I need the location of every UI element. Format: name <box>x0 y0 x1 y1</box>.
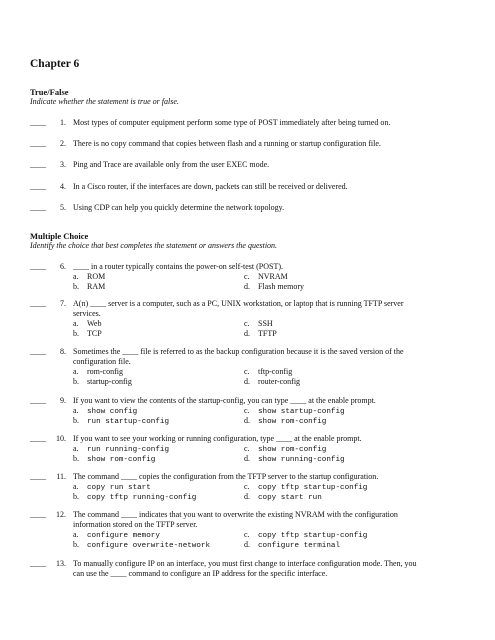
option-text: show config <box>87 408 138 416</box>
option-letter: a. <box>73 272 79 281</box>
answer-option[interactable] <box>244 492 322 503</box>
tf-section-title: True/False <box>30 87 69 97</box>
option-text: configure memory <box>87 532 160 540</box>
option-text: tftp-config <box>258 367 293 376</box>
option-text: TFTP <box>258 329 277 338</box>
answer-blank[interactable]: ____ <box>30 559 46 568</box>
option-letter: d. <box>244 377 250 386</box>
answer-options <box>73 319 470 339</box>
option-letter: b. <box>73 540 79 549</box>
question-number: 8. <box>60 347 66 356</box>
option-letter: c. <box>244 444 250 453</box>
option-letter: b. <box>73 377 79 386</box>
question-text-line1: To manually configure IP on an interface, you must first change to interface configuration mode. Then, you <box>73 559 417 568</box>
answer-options <box>73 530 470 550</box>
option-letter: d. <box>244 454 250 463</box>
question-text-line2: configuration file. <box>73 357 131 366</box>
option-text: ROM <box>87 272 106 281</box>
answer-option[interactable] <box>73 377 132 387</box>
option-text: Web <box>87 319 102 328</box>
answer-options <box>73 406 470 426</box>
option-letter: a. <box>73 530 79 539</box>
answer-options <box>73 444 470 464</box>
question-text-line1: If you want to view the contents of the startup-config, you can type ____ at the enable prompt. <box>73 396 376 405</box>
option-text: show running-config <box>258 456 345 464</box>
option-letter: d. <box>244 540 250 549</box>
question-text-line2: can use the ____ command to configure an IP address for the specific interface. <box>73 569 328 578</box>
answer-option[interactable] <box>244 377 300 387</box>
answer-blank[interactable]: ____ <box>30 139 46 148</box>
question-number: 4. <box>60 182 66 191</box>
option-text: copy tftp startup-config <box>258 532 368 540</box>
option-letter: a. <box>73 406 79 415</box>
answer-options <box>73 367 470 387</box>
answer-blank[interactable]: ____ <box>30 472 46 481</box>
answer-option[interactable] <box>244 454 345 465</box>
mc-section-instruction: Identify the choice that best completes the statement or answers the question. <box>30 241 278 250</box>
answer-blank[interactable]: ____ <box>30 203 46 212</box>
answer-option[interactable] <box>73 282 105 292</box>
answer-blank[interactable]: ____ <box>30 262 46 271</box>
answer-option[interactable] <box>244 282 304 292</box>
option-letter: b. <box>73 329 79 338</box>
option-letter: a. <box>73 319 79 328</box>
option-letter: a. <box>73 444 79 453</box>
option-letter: c. <box>244 530 250 539</box>
answer-option[interactable] <box>73 319 101 329</box>
question-text: Most types of computer equipment perform some type of POST immediately after being turned on. <box>73 118 391 127</box>
option-text: copy tftp running-config <box>87 494 197 502</box>
option-letter: d. <box>244 492 250 501</box>
option-text: NVRAM <box>258 272 288 281</box>
option-text: Flash memory <box>258 282 304 291</box>
question-text-line1: The command ____ indicates that you want to overwrite the existing NVRAM with the configuration <box>73 510 398 519</box>
option-letter: b. <box>73 416 79 425</box>
option-text: copy run start <box>87 484 151 492</box>
answer-option[interactable] <box>244 272 288 282</box>
answer-option[interactable] <box>73 272 105 282</box>
question-text-line2: services. <box>73 309 101 318</box>
option-text: run running-config <box>87 446 170 454</box>
answer-blank[interactable]: ____ <box>30 510 46 519</box>
question-number: 3. <box>60 160 66 169</box>
question-text: There is no copy command that copies between flash and a running or startup configuration file. <box>73 139 381 148</box>
answer-option[interactable] <box>244 540 340 551</box>
question-number: 6. <box>60 262 66 271</box>
answer-option[interactable] <box>244 319 273 329</box>
question-number: 7. <box>60 299 66 308</box>
question-text: In a Cisco router, if the interfaces are down, packets can still be received or delivered. <box>73 182 348 191</box>
option-text: show rom-config <box>87 456 156 464</box>
answer-option[interactable] <box>244 367 292 377</box>
option-letter: a. <box>73 482 79 491</box>
question-text-line2: information stored on the TFTP server. <box>73 520 198 529</box>
option-letter: c. <box>244 482 250 491</box>
answer-option[interactable] <box>73 540 210 551</box>
answer-option[interactable] <box>73 492 196 503</box>
question-number: 11. <box>56 472 66 481</box>
question-number: 10. <box>56 434 66 443</box>
question-number: 13. <box>56 559 66 568</box>
option-text: copy tftp startup-config <box>258 484 368 492</box>
question-number: 5. <box>60 203 66 212</box>
answer-options <box>73 272 470 292</box>
option-text: router-config <box>258 377 301 386</box>
question-text: Ping and Trace are available only from the user EXEC mode. <box>73 160 270 169</box>
question-text-line1: The command ____ copies the configuration from the TFTP server to the startup configuration. <box>73 472 379 481</box>
answer-option[interactable] <box>73 416 169 427</box>
option-text: show startup-config <box>258 408 345 416</box>
option-text: RAM <box>87 282 106 291</box>
option-letter: a. <box>73 367 79 376</box>
answer-blank[interactable]: ____ <box>30 160 46 169</box>
option-letter: b. <box>73 282 79 291</box>
answer-blank[interactable]: ____ <box>30 118 46 127</box>
option-letter: b. <box>73 492 79 501</box>
option-letter: d. <box>244 329 250 338</box>
option-text: SSH <box>258 319 273 328</box>
tf-section-instruction: Indicate whether the statement is true or false. <box>30 97 179 106</box>
option-text: rom-config <box>87 367 123 376</box>
answer-option[interactable] <box>244 329 277 339</box>
answer-blank[interactable]: ____ <box>30 182 46 191</box>
answer-blank[interactable]: ____ <box>30 299 46 308</box>
option-letter: c. <box>244 406 250 415</box>
question-number: 2. <box>60 139 66 148</box>
option-letter: d. <box>244 416 250 425</box>
answer-blank[interactable]: ____ <box>30 347 46 356</box>
option-letter: b. <box>73 454 79 463</box>
option-text: show rom-config <box>258 418 327 426</box>
option-text: startup-config <box>87 377 132 386</box>
question-text: Using CDP can help you quickly determine the network topology. <box>73 203 285 212</box>
option-text: configure overwrite-network <box>87 542 211 550</box>
option-text: show rom-config <box>258 446 327 454</box>
answer-blank[interactable]: ____ <box>30 396 46 405</box>
option-letter: d. <box>244 282 250 291</box>
question-text-line1: If you want to see your working or running configuration, type ____ at the enable prompt. <box>73 434 362 443</box>
mc-section-title: Multiple Choice <box>30 231 89 241</box>
question-number: 1. <box>60 118 66 127</box>
answer-option[interactable] <box>73 454 155 465</box>
question-text-line1: Sometimes the ____ file is referred to as the backup configuration because it is the saved version of the <box>73 347 404 356</box>
option-text: run startup-config <box>87 418 170 426</box>
question-text-line1: A(n) ____ server is a computer, such as a PC, UNIX workstation, or laptop that is running TFTP server <box>73 299 404 308</box>
option-letter: c. <box>244 272 250 281</box>
option-letter: c. <box>244 367 250 376</box>
option-text: copy start run <box>258 494 322 502</box>
question-number: 12. <box>56 510 66 519</box>
chapter-title: Chapter 6 <box>30 58 80 70</box>
option-text: TCP <box>87 329 102 338</box>
option-letter: c. <box>244 319 250 328</box>
answer-option[interactable] <box>73 367 123 377</box>
answer-option[interactable] <box>244 416 326 427</box>
question-text-line1: ____ in a router typically contains the power-on self-test (POST). <box>73 262 284 271</box>
answer-option[interactable] <box>73 329 102 339</box>
answer-blank[interactable]: ____ <box>30 434 46 443</box>
question-number: 9. <box>60 396 66 405</box>
answer-options <box>73 482 470 502</box>
option-text: configure terminal <box>258 542 341 550</box>
